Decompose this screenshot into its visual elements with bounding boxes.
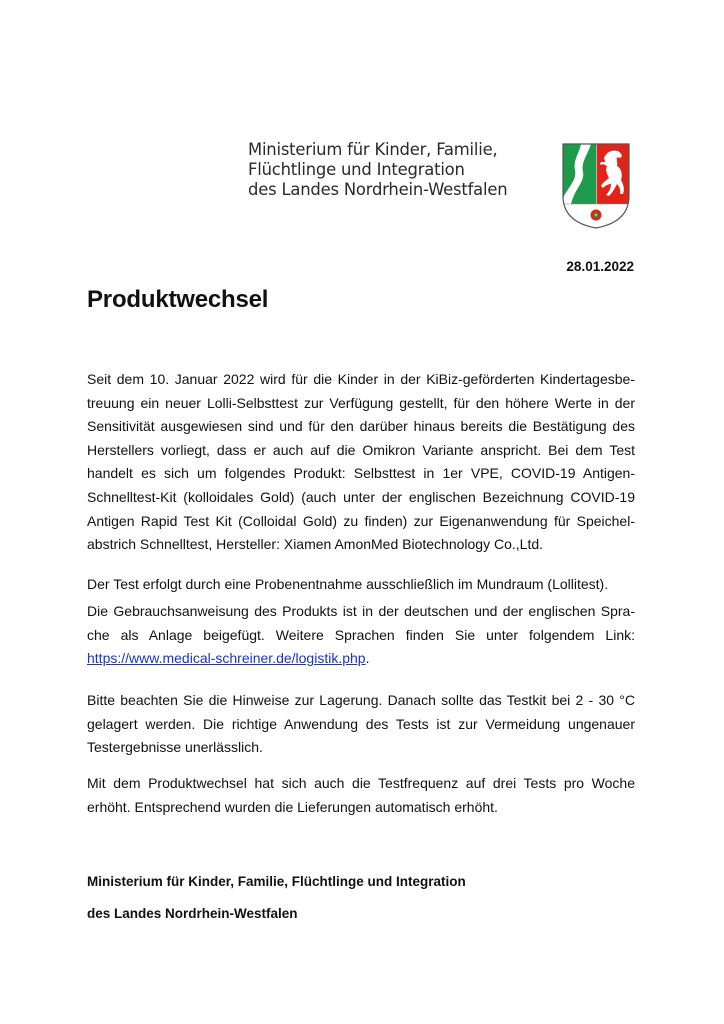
letterhead-line-3: des Landes Nordrhein-Westfalen <box>248 180 508 199</box>
paragraph-text: Bitte beachten Sie die Hinweise zur Lagerung. Danach sollte das Testkit bei 2 - 30 °C gelagert werden. Die richtige Anwendung des Tests ist zur Vermeidung ungenauer Testergebnisse unerlässlich. <box>87 692 635 756</box>
page-title: Produktwechsel <box>87 286 269 313</box>
paragraph-introduction <box>87 368 635 557</box>
document-date: 28.01.2022 <box>566 259 634 274</box>
paragraph-sampling <box>87 573 635 597</box>
paragraph-instructions <box>87 600 635 671</box>
paragraph-end: . <box>365 650 370 667</box>
paragraph-text: Mit dem Produktwechsel hat sich auch die Testfrequenz auf drei Tests pro Woche erhöht. Entsprechend wurden die Lieferungen automatisch erhöht. <box>87 775 635 815</box>
paragraph-text-wrapper <box>87 600 635 671</box>
paragraph-storage <box>87 689 635 760</box>
letterhead-line-2: Flüchtlinge und Integration <box>248 160 465 179</box>
medical-schreiner-link[interactable]: https://www.medical-schreiner.de/logistik.php <box>87 650 366 667</box>
signature-ministry-line-1: Ministerium für Kinder, Familie, Flüchtlinge und Integration <box>87 874 466 889</box>
letterhead-line-1: Ministerium für Kinder, Familie, <box>248 140 498 159</box>
paragraph-text: Der Test erfolgt durch eine Probenentnahme ausschließlich im Mundraum (Lollitest). <box>87 576 609 592</box>
nrw-coat-of-arms-icon <box>561 142 631 230</box>
letterhead-ministry-name <box>248 140 548 200</box>
paragraph-text: Die Gebrauchsanweisung des Produkts ist in der deutschen und der englischen Sprache als Anlage beigefügt. Weitere Sprachen finden Sie unter folgendem Link: <box>87 603 635 643</box>
paragraph-test-frequency <box>87 772 635 819</box>
signature-ministry-line-2: des Landes Nordrhein-Westfalen <box>87 906 298 921</box>
paragraph-text: Seit dem 10. Januar 2022 wird für die Kinder in der KiBiz-geförderten Kindertagesbetreuung ein neuer Lolli-Selbsttest zur Verfügung gestellt, für den höhere Werte in der Sensitivität ausgewiesen sind und für den darüber hinaus bereits die Bestätigung des Herstellers vorliegt, dass er auch auf die Omikron Variante anspricht. Bei dem Test handelt es sich um folgendes Produkt: Selbsttest in 1er VPE, COVID-19 Antigen-Schnelltest-Kit (kolloidales Gold) (auch unter der englischen Bezeichnung COVID-19 Antigen Rapid Test Kit (Colloidal Gold) zu finden) zur Eigenanwendung für Speichelabstrich Schnelltest, Hersteller: Xiamen AmonMed Biotechnology Co.,Ltd. <box>87 371 635 553</box>
